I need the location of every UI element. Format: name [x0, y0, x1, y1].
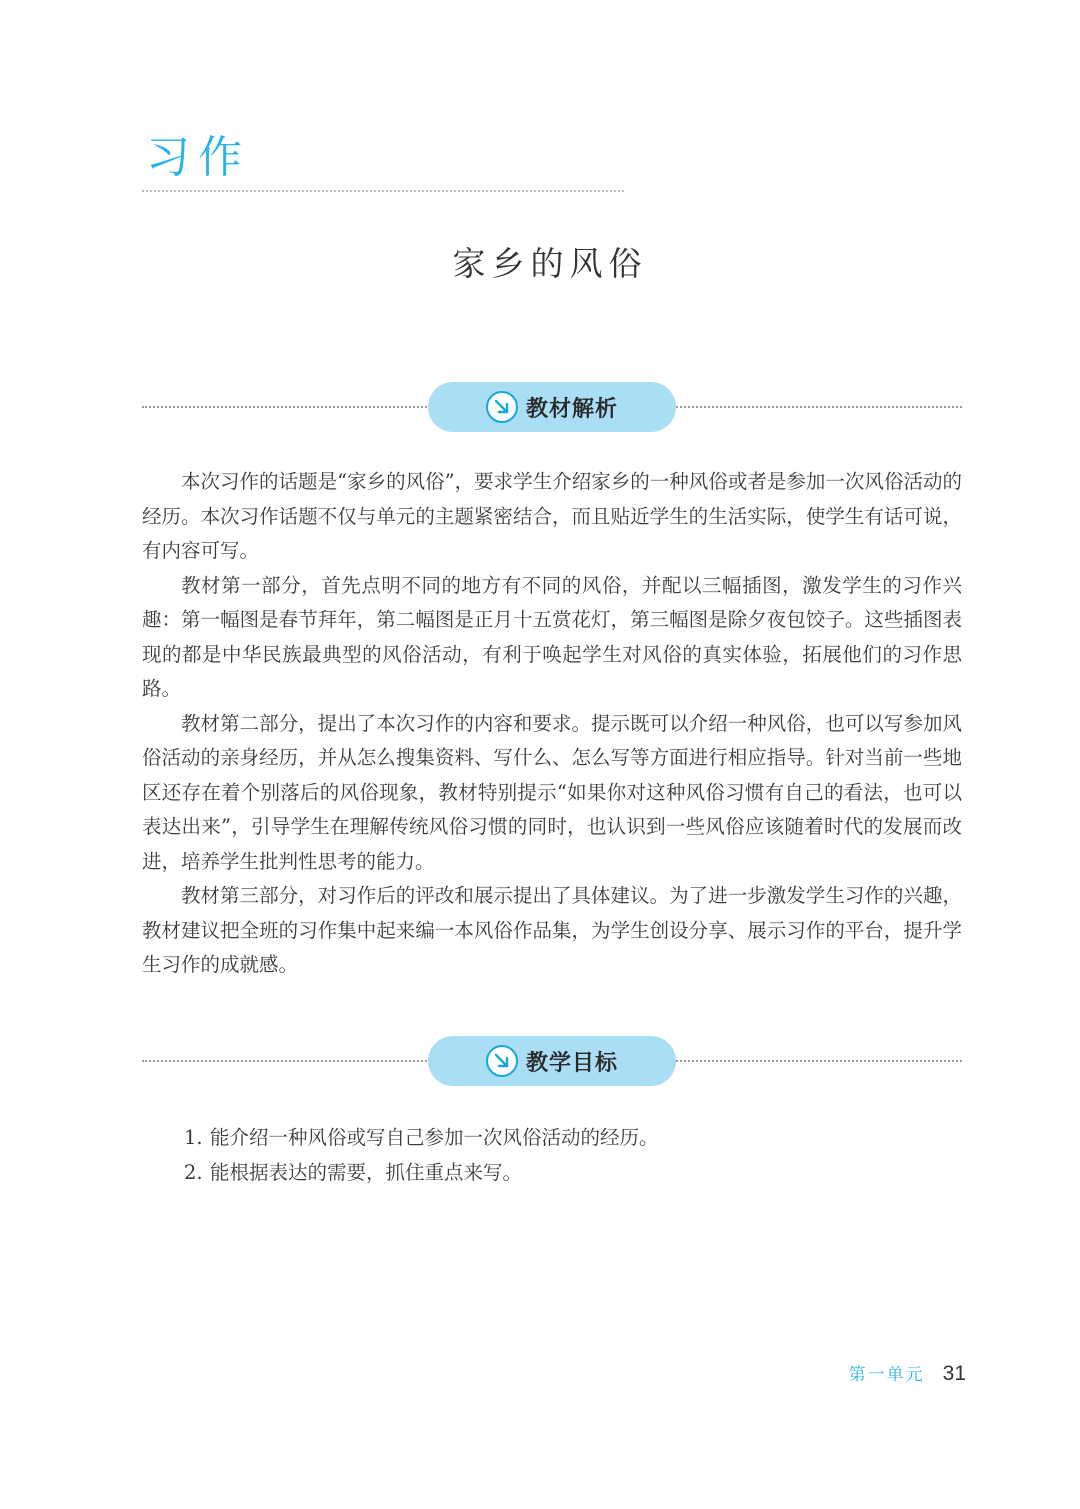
banner-divider-right [676, 1060, 962, 1062]
goals-banner-label: 教学目标 [525, 1050, 618, 1076]
banner-divider-right [676, 406, 962, 408]
goals-banner-pill [428, 1036, 676, 1086]
banner-divider-left [142, 406, 430, 408]
page-footer [849, 1360, 966, 1386]
lesson-title: 家乡的风俗 [452, 244, 648, 283]
analysis-body [142, 465, 962, 983]
banner-divider-left [142, 1060, 430, 1062]
analysis-banner-label: 教材解析 [525, 396, 618, 422]
goal-text: 能根据表达的需要，抓住重点来写。 [210, 1161, 523, 1184]
arrow-down-right-icon [486, 1045, 518, 1077]
goal-item [184, 1155, 944, 1190]
goal-item [184, 1120, 944, 1155]
goal-number: 1. [184, 1126, 203, 1149]
section-title: 习作 [146, 132, 250, 183]
analysis-paragraph: 教材第三部分，对习作后的评改和展示提出了具体建议。为了进一步激发学生习作的兴趣，教材建议把全班的习作集中起来编一本风俗作品集，为学生创设分享、展示习作的平台，提升学生习作的成就感。 [142, 884, 962, 976]
arrow-down-right-icon [486, 391, 518, 423]
goals-list [184, 1120, 944, 1190]
unit-label: 第一单元 [848, 1365, 925, 1385]
goal-number: 2. [184, 1161, 203, 1184]
analysis-paragraph: 教材第二部分，提出了本次习作的内容和要求。提示既可以介绍一种风俗，也可以写参加风俗活动的亲身经历，并从怎么搜集资料、写什么、怎么写等方面进行相应指导。针对当前一些地区还存在着个别落后的风俗现象，教材特别提示“如果你对这种风俗习惯有自己的看法，也可以表达出来”，引导学生在理解传统风俗习惯的同时，也认识到一些风俗应该随着时代的发展而改进，培养学生批判性思考的能力。 [142, 711, 962, 873]
analysis-banner [142, 382, 962, 432]
goals-banner [142, 1036, 962, 1086]
goal-text: 能介绍一种风俗或写自己参加一次风俗活动的经历。 [210, 1126, 659, 1149]
section-title-divider [142, 190, 624, 192]
page-number: 31 [942, 1362, 966, 1385]
analysis-paragraph: 本次习作的话题是“家乡的风俗”，要求学生介绍家乡的一种风俗或者是参加一次风俗活动的经历。本次习作话题不仅与单元的主题紧密结合，而且贴近学生的生活实际，使学生有话可说，有内容可写。 [142, 470, 962, 562]
analysis-paragraph: 教材第一部分，首先点明不同的地方有不同的风俗，并配以三幅插图，激发学生的习作兴趣：第一幅图是春节拜年，第二幅图是正月十五赏花灯，第三幅图是除夕夜包饺子。这些插图表现的都是中华民族最典型的风俗活动，有利于唤起学生对风俗的真实体验，拓展他们的习作思路。 [142, 573, 962, 700]
analysis-banner-pill [428, 382, 676, 432]
